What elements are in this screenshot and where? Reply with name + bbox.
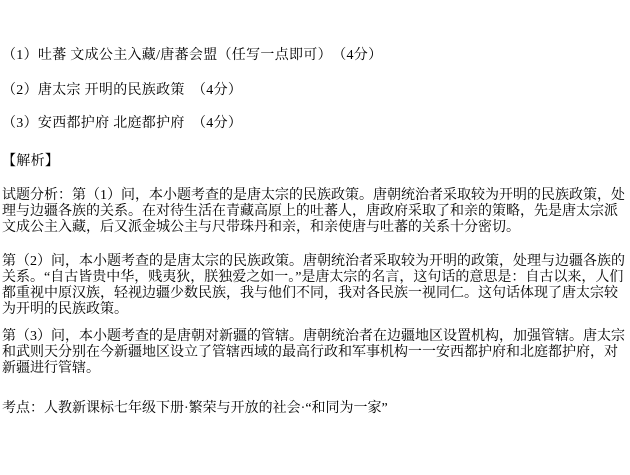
answer-line-1: （1）吐蕃 文成公主入藏/唐蕃会盟（任写一点即可） （4分） [2,48,383,63]
exam-point-line: 考点：人教新课标七年级下册·繁荣与开放的社会·“和同为一家” [2,401,388,416]
analysis-paragraph-1: 试题分析：第（1）问，本小题考查的是唐太宗的民族政策。唐朝统治者采取较为开明的民族政策，处理与边疆各族的关系。在对待生活在青藏高原上的吐蕃人，唐政府采取了和亲的策略，先是唐太宗派文成公主入藏，后又派金城公主与尺带珠丹和亲，和亲使唐与吐蕃的关系十分密切。 [2,188,625,235]
answer-line-3: （3）安西都护府 北庭都护府 （4分） [2,116,243,131]
analysis-section-header: 【解析】 [2,154,60,169]
analysis-paragraph-3: 第（3）问，本小题考查的是唐朝对新疆的管辖。唐朝统治者在边疆地区设置机构，加强管辖。唐太宗和武则天分别在今新疆地区设立了管辖西域的最高行政和军事机构一一安西都护府和北庭都护府，对新疆进行管辖。 [2,329,625,376]
analysis-paragraph-2: 第（2）问，本小题考查的是唐太宗的民族政策。唐朝统治者采取较为开明的政策，处理与边疆各族的关系。“自古皆贵中华，贱夷狄，朕独爱之如一。”是唐太宗的名言，这句话的意思是：自古以来，人们都重视中原汉族，轻视边疆少数民族，我与他们不同，我对各民族一视同仁。这句话体现了唐太宗较为开明的民族政策。 [2,254,625,317]
answer-line-2: （2）唐太宗 开明的民族政策 （4分） [2,83,243,98]
